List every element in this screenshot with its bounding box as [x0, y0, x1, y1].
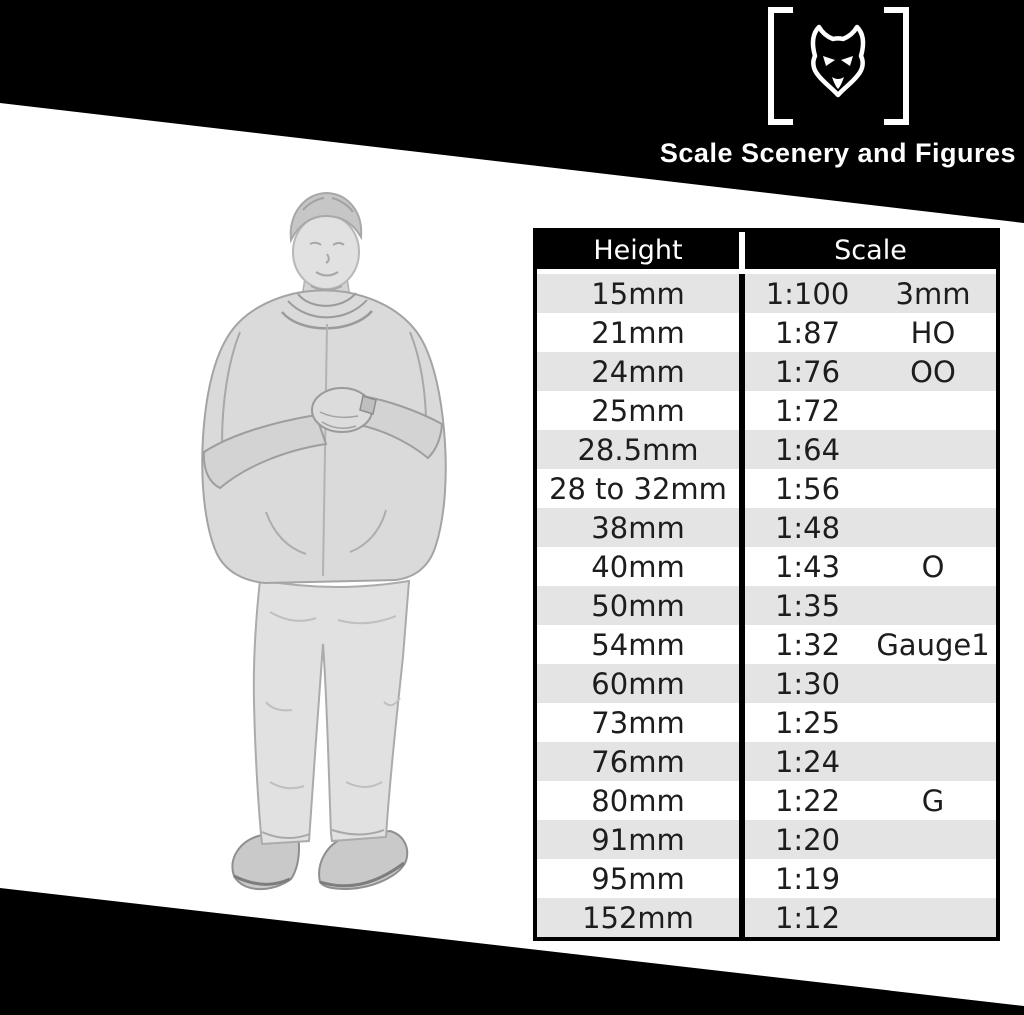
- column-header-height: Height: [537, 232, 739, 269]
- height-cell: 95mm: [591, 861, 685, 896]
- scale-ratio-cell: 1:20: [774, 822, 841, 857]
- scale-ratio-cell: 1:22: [774, 783, 841, 818]
- height-cell: 24mm: [591, 354, 685, 389]
- gauge-cell: [870, 586, 996, 625]
- table-row: [537, 859, 996, 898]
- scale-table-body: [537, 274, 996, 937]
- scale-ratio-cell: 1:43: [774, 549, 841, 584]
- scale-ratio-cell: 1:76: [774, 354, 841, 389]
- table-row: [537, 703, 996, 742]
- height-cell: 50mm: [591, 588, 685, 623]
- wolf-head-icon: [765, 6, 912, 126]
- scale-ratio-cell: 1:35: [774, 588, 841, 623]
- height-cell: 73mm: [591, 705, 685, 740]
- gauge-cell: O: [921, 549, 945, 584]
- scale-ratio-cell: 1:19: [774, 861, 841, 896]
- table-row: [537, 625, 996, 664]
- height-cell: 15mm: [591, 276, 685, 311]
- brand-logo: [654, 6, 1022, 169]
- height-cell: 54mm: [591, 627, 685, 662]
- wolf-head-glyph: [812, 27, 862, 95]
- table-row: [537, 508, 996, 547]
- table-row: [537, 898, 996, 937]
- column-header-scale: Scale: [745, 232, 996, 269]
- left-bracket-icon: [771, 10, 790, 122]
- scale-conversion-table: [533, 228, 1000, 941]
- gauge-cell: [870, 703, 996, 742]
- table-row: [537, 313, 996, 352]
- height-cell: 28 to 32mm: [549, 471, 727, 506]
- height-cell: 152mm: [582, 900, 694, 935]
- gauge-cell: G: [921, 783, 945, 818]
- table-header-row: [537, 232, 996, 269]
- height-cell: 40mm: [591, 549, 685, 584]
- brand-name: Scale Scenery and Figures: [659, 138, 1017, 168]
- height-cell: 91mm: [591, 822, 685, 857]
- gauge-cell: [870, 820, 996, 859]
- gauge-cell: [870, 898, 996, 937]
- gauge-cell: Gauge1: [876, 627, 990, 662]
- scale-ratio-cell: 1:32: [774, 627, 841, 662]
- height-cell: 28.5mm: [577, 432, 699, 467]
- gauge-cell: [870, 508, 996, 547]
- table-row: [537, 820, 996, 859]
- gauge-cell: [870, 430, 996, 469]
- table-row: [537, 664, 996, 703]
- table-row: [537, 547, 996, 586]
- gauge-cell: [870, 859, 996, 898]
- gauge-cell: 3mm: [895, 276, 971, 311]
- table-row: [537, 352, 996, 391]
- scale-ratio-cell: 1:87: [774, 315, 841, 350]
- scale-ratio-cell: 1:72: [774, 393, 841, 428]
- table-row: [537, 391, 996, 430]
- scale-ratio-cell: 1:24: [774, 744, 841, 779]
- table-row: [537, 742, 996, 781]
- height-cell: 21mm: [591, 315, 685, 350]
- table-row: [537, 586, 996, 625]
- height-cell: 60mm: [591, 666, 685, 701]
- height-cell: 25mm: [591, 393, 685, 428]
- right-bracket-icon: [887, 10, 906, 122]
- gauge-cell: [870, 664, 996, 703]
- scale-ratio-cell: 1:64: [774, 432, 841, 467]
- table-row: [537, 469, 996, 508]
- table-row: [537, 781, 996, 820]
- scale-ratio-cell: 1:25: [774, 705, 841, 740]
- scale-ratio-cell: 1:48: [774, 510, 841, 545]
- gauge-cell: OO: [910, 354, 956, 389]
- scanned-man-figure: [170, 182, 480, 907]
- table-row: [537, 430, 996, 469]
- scale-ratio-cell: 1:56: [774, 471, 841, 506]
- height-cell: 76mm: [591, 744, 685, 779]
- height-cell: 80mm: [591, 783, 685, 818]
- gauge-cell: [870, 742, 996, 781]
- scale-ratio-cell: 1:100: [765, 276, 850, 311]
- table-row: [537, 274, 996, 313]
- gauge-cell: [870, 469, 996, 508]
- scale-ratio-cell: 1:12: [774, 900, 841, 935]
- scale-ratio-cell: 1:30: [774, 666, 841, 701]
- gauge-cell: HO: [910, 315, 956, 350]
- height-cell: 38mm: [591, 510, 685, 545]
- gauge-cell: [870, 391, 996, 430]
